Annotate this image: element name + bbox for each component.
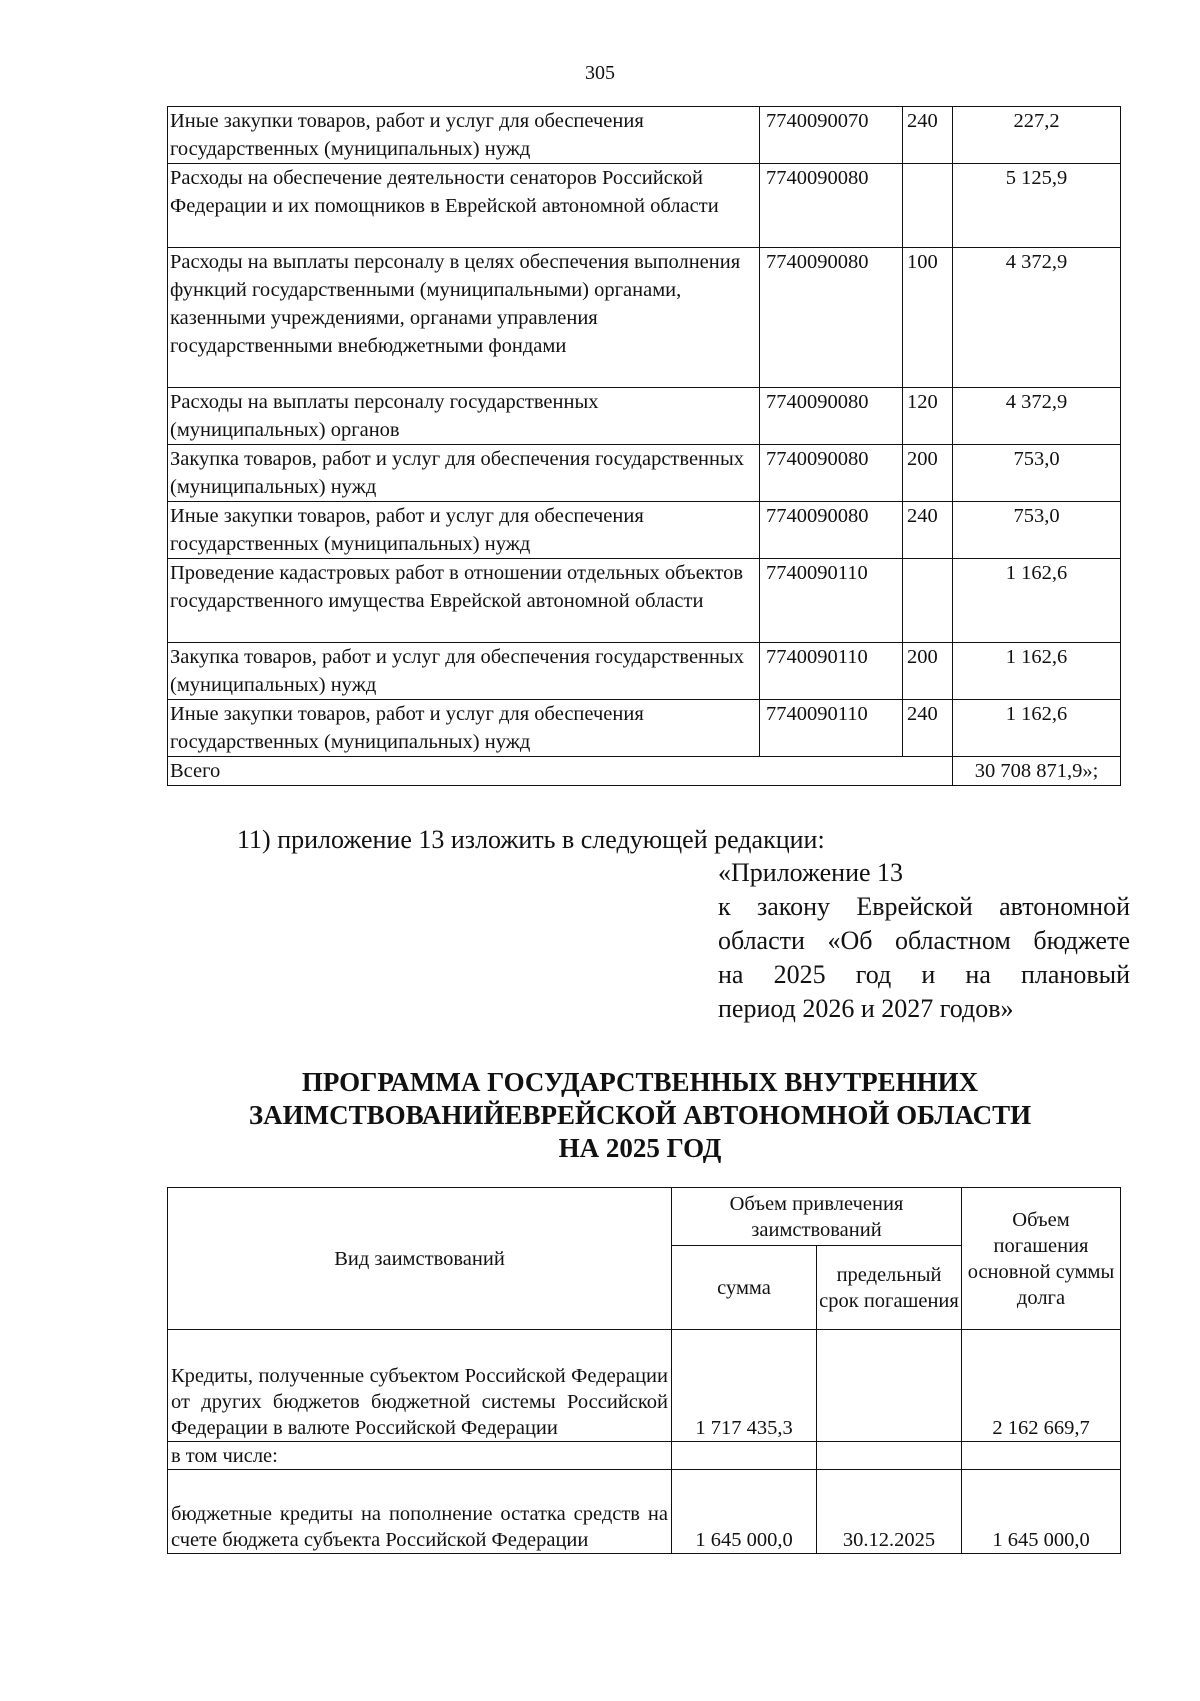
row-name: Иные закупки товаров, работ и услуг для обеспечения государственных (муниципальных) нужд	[168, 700, 760, 757]
appendix-line: области «Об областном бюджете	[718, 926, 1130, 955]
row-name: бюджетные кредиты на пополнение остатка средств на счете бюджета субъекта Российской Федерации	[168, 1470, 672, 1554]
row-name: Закупка товаров, работ и услуг для обеспечения государственных (муниципальных) нужд	[168, 643, 760, 700]
row-code: 7740090080	[760, 388, 903, 445]
row-vr: 200	[903, 643, 953, 700]
table-row	[168, 388, 1121, 445]
row-sum: 1 162,6	[953, 643, 1121, 700]
table-row	[168, 643, 1121, 700]
table-row	[168, 700, 1121, 757]
row-term	[817, 1442, 962, 1470]
row-name: Расходы на выплаты персоналу государственных (муниципальных) органов	[168, 388, 760, 445]
row-name: Расходы на обеспечение деятельности сенаторов Российской Федерации и их помощников в Еврейской автономной области	[168, 164, 760, 248]
row-repayment: 2 162 669,7	[962, 1330, 1121, 1442]
appendix-line: на 2025 год и на плановый	[718, 960, 1130, 989]
header-type: Вид заимствований	[168, 1188, 672, 1330]
row-code: 7740090110	[760, 559, 903, 643]
table-row	[168, 1470, 1121, 1554]
row-code: 7740090110	[760, 700, 903, 757]
header-sum: сумма	[672, 1246, 817, 1330]
row-sum: 1 162,6	[953, 700, 1121, 757]
row-term: 30.12.2025	[817, 1470, 962, 1554]
row-sum: 1 162,6	[953, 559, 1121, 643]
table-row	[168, 107, 1121, 164]
row-vr: 240	[903, 700, 953, 757]
table-row	[168, 502, 1121, 559]
row-sum: 4 372,9	[953, 388, 1121, 445]
row-sum	[672, 1442, 817, 1470]
row-name: в том числе:	[168, 1442, 672, 1470]
appendix-header	[718, 856, 1130, 1026]
total-value: 30 708 871,9»;	[953, 757, 1121, 786]
program-title-line: ЗАИМСТВОВАНИЙЕВРЕЙСКОЙ АВТОНОМНОЙ ОБЛАСТИ	[248, 1100, 1032, 1130]
row-sum: 227,2	[953, 107, 1121, 164]
row-vr: 100	[903, 248, 953, 388]
row-vr: 200	[903, 445, 953, 502]
table-row	[168, 248, 1121, 388]
program-title-line: НА 2025 ГОД	[558, 1133, 722, 1163]
appendix-line: к закону Еврейской автономной	[718, 892, 1130, 921]
row-name: Расходы на выплаты персоналу в целях обеспечения выполнения функций государственными (муниципальными) органами, казенными учреждениями, органами управления государственными внебюджетными фондами	[168, 248, 760, 388]
page-number: 305	[585, 62, 615, 84]
expenses-table	[167, 106, 1121, 786]
row-sum: 1 717 435,3	[672, 1330, 817, 1442]
row-code: 7740090080	[760, 248, 903, 388]
row-name: Иные закупки товаров, работ и услуг для обеспечения государственных (муниципальных) нужд	[168, 502, 760, 559]
row-sum: 1 645 000,0	[672, 1470, 817, 1554]
row-code: 7740090070	[760, 107, 903, 164]
table-row	[168, 559, 1121, 643]
table-row	[168, 445, 1121, 502]
header-row	[168, 1188, 1121, 1246]
table-row	[168, 1330, 1121, 1442]
program-title-line: ПРОГРАММА ГОСУДАРСТВЕННЫХ ВНУТРЕННИХ	[301, 1067, 979, 1097]
row-sum: 5 125,9	[953, 164, 1121, 248]
row-repayment	[962, 1442, 1121, 1470]
appendix-line: «Приложение 13	[718, 858, 904, 887]
row-code: 7740090110	[760, 643, 903, 700]
row-repayment: 1 645 000,0	[962, 1470, 1121, 1554]
row-name: Закупка товаров, работ и услуг для обеспечения государственных (муниципальных) нужд	[168, 445, 760, 502]
total-label: Всего	[168, 757, 953, 786]
program-title	[160, 1066, 1120, 1165]
row-sum: 753,0	[953, 502, 1121, 559]
row-code: 7740090080	[760, 502, 903, 559]
row-name: Иные закупки товаров, работ и услуг для обеспечения государственных (муниципальных) нужд	[168, 107, 760, 164]
row-vr	[903, 164, 953, 248]
row-name: Проведение кадастровых работ в отношении отдельных объектов государственного имущества Еврейской автономной области	[168, 559, 760, 643]
header-repayment: Объем погашения основной суммы долга	[962, 1188, 1121, 1330]
header-term: предельный срок погашения	[817, 1246, 962, 1330]
row-sum: 753,0	[953, 445, 1121, 502]
item-11-text: 11) приложение 13 изложить в следующей редакции:	[237, 825, 825, 854]
appendix-line: период 2026 и 2027 годов»	[718, 994, 1014, 1023]
row-vr: 240	[903, 502, 953, 559]
row-sum: 4 372,9	[953, 248, 1121, 388]
borrowings-table	[167, 1187, 1121, 1554]
table-row	[168, 164, 1121, 248]
row-vr: 240	[903, 107, 953, 164]
row-vr	[903, 559, 953, 643]
row-code: 7740090080	[760, 445, 903, 502]
row-code: 7740090080	[760, 164, 903, 248]
row-term	[817, 1330, 962, 1442]
row-name: Кредиты, полученные субъектом Российской Федерации от других бюджетов бюджетной системы Российской Федерации в валюте Российской Федерации	[168, 1330, 672, 1442]
table-row	[168, 1442, 1121, 1470]
header-attraction: Объем привлечения заимствований	[672, 1188, 962, 1246]
total-row	[168, 757, 1121, 786]
row-vr: 120	[903, 388, 953, 445]
